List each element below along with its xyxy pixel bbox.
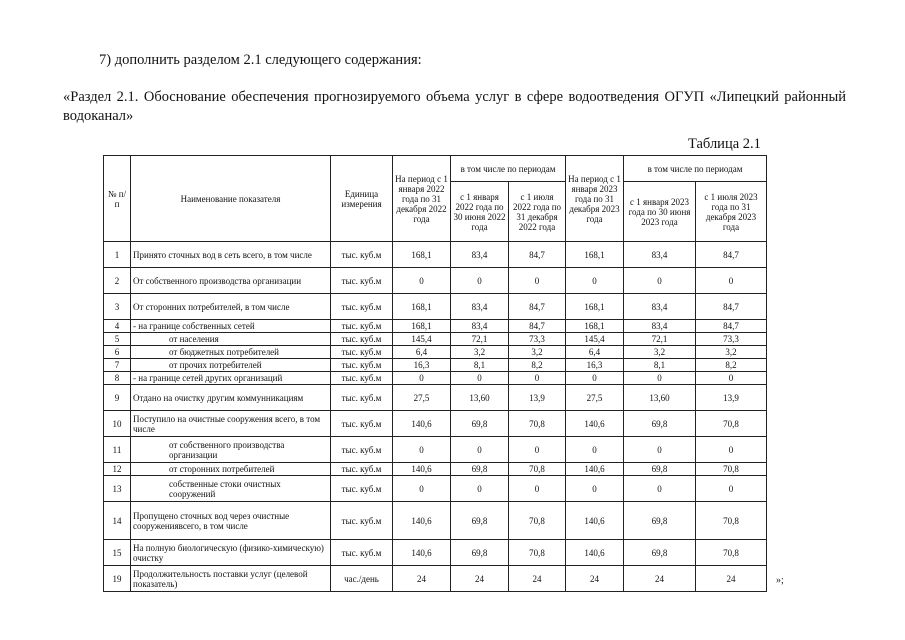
table-row <box>104 333 767 346</box>
row-value: 83,4 <box>624 294 696 320</box>
row-value: 70,8 <box>696 540 767 566</box>
row-value: 140,6 <box>393 502 451 540</box>
row-unit: тыс. куб.м <box>331 476 393 502</box>
row-value: 72,1 <box>451 333 509 346</box>
row-value: 84,7 <box>509 320 566 333</box>
row-name: Продолжительность поставки услуг (целевой показатель) <box>131 566 331 592</box>
row-num: 4 <box>104 320 131 333</box>
row-unit: тыс. куб.м <box>331 320 393 333</box>
row-value: 70,8 <box>509 540 566 566</box>
row-value: 16,3 <box>393 359 451 372</box>
table-caption: Таблица 2.1 <box>688 136 761 152</box>
row-value: 145,4 <box>393 333 451 346</box>
row-unit: тыс. куб.м <box>331 437 393 463</box>
row-unit: тыс. куб.м <box>331 540 393 566</box>
row-value: 69,8 <box>624 411 696 437</box>
row-value: 0 <box>566 437 624 463</box>
row-value: 168,1 <box>393 320 451 333</box>
row-value: 70,8 <box>509 411 566 437</box>
table-row <box>104 437 767 463</box>
row-name: собственные стоки очистных сооружений <box>131 476 331 502</box>
table-row <box>104 476 767 502</box>
row-num: 7 <box>104 359 131 372</box>
row-value: 8,1 <box>624 359 696 372</box>
closing-mark: »; <box>776 575 784 586</box>
row-unit: тыс. куб.м <box>331 359 393 372</box>
row-value: 13,9 <box>696 385 767 411</box>
row-value: 3,2 <box>624 346 696 359</box>
row-value: 0 <box>451 372 509 385</box>
row-value: 6,4 <box>393 346 451 359</box>
row-value: 13,60 <box>451 385 509 411</box>
row-num: 6 <box>104 346 131 359</box>
row-num: 3 <box>104 294 131 320</box>
table-row <box>104 346 767 359</box>
header-h2-2022: с 1 июля 2022 года по 31 декабря 2022 года <box>509 182 566 242</box>
row-num: 19 <box>104 566 131 592</box>
table-row <box>104 242 767 268</box>
row-value: 24 <box>566 566 624 592</box>
row-unit: тыс. куб.м <box>331 502 393 540</box>
header-period-2023: На период с 1 января 2023 года по 31 декабря 2023 года <box>566 156 624 242</box>
row-num: 14 <box>104 502 131 540</box>
row-name: Поступило на очистные сооружения всего, в том числе <box>131 411 331 437</box>
header-num: № п/п <box>104 156 131 242</box>
row-value: 70,8 <box>696 411 767 437</box>
row-value: 72,1 <box>624 333 696 346</box>
row-value: 0 <box>451 476 509 502</box>
row-value: 27,5 <box>393 385 451 411</box>
row-value: 70,8 <box>696 502 767 540</box>
table-row <box>104 385 767 411</box>
row-value: 0 <box>393 372 451 385</box>
row-value: 73,3 <box>509 333 566 346</box>
row-value: 140,6 <box>566 411 624 437</box>
table-row <box>104 502 767 540</box>
row-name: от бюджетных потребителей <box>131 346 331 359</box>
intro-line: 7) дополнить разделом 2.1 следующего содержания: <box>99 52 422 68</box>
row-name: Пропущено сточных вод через очистные сооружениявсего, в том числе <box>131 502 331 540</box>
table-row <box>104 294 767 320</box>
row-name: от собственного производства организации <box>131 437 331 463</box>
row-value: 0 <box>393 268 451 294</box>
row-value: 0 <box>509 476 566 502</box>
row-value: 145,4 <box>566 333 624 346</box>
row-num: 10 <box>104 411 131 437</box>
row-value: 0 <box>393 476 451 502</box>
row-unit: тыс. куб.м <box>331 294 393 320</box>
row-value: 0 <box>696 476 767 502</box>
row-name: от сторонних потребителей <box>131 463 331 476</box>
row-value: 3,2 <box>696 346 767 359</box>
table-row <box>104 540 767 566</box>
row-value: 13,9 <box>509 385 566 411</box>
row-value: 69,8 <box>624 540 696 566</box>
row-value: 83,4 <box>451 242 509 268</box>
row-name: - на границе сетей других организаций <box>131 372 331 385</box>
row-value: 0 <box>509 372 566 385</box>
row-num: 12 <box>104 463 131 476</box>
table-row <box>104 268 767 294</box>
row-unit: час./день <box>331 566 393 592</box>
indicators-table <box>103 155 767 592</box>
row-value: 83,4 <box>451 294 509 320</box>
row-value: 24 <box>509 566 566 592</box>
row-value: 0 <box>624 372 696 385</box>
row-value: 6,4 <box>566 346 624 359</box>
row-value: 69,8 <box>451 540 509 566</box>
row-name: от населения <box>131 333 331 346</box>
row-value: 69,8 <box>624 463 696 476</box>
row-unit: тыс. куб.м <box>331 411 393 437</box>
table-row <box>104 566 767 592</box>
row-value: 140,6 <box>393 540 451 566</box>
row-value: 0 <box>696 437 767 463</box>
row-value: 0 <box>393 437 451 463</box>
row-value: 16,3 <box>566 359 624 372</box>
header-period-2022: На период с 1 января 2022 года по 31 декабря 2022 года <box>393 156 451 242</box>
row-unit: тыс. куб.м <box>331 372 393 385</box>
row-value: 24 <box>451 566 509 592</box>
row-value: 0 <box>566 476 624 502</box>
row-value: 168,1 <box>566 242 624 268</box>
section-heading: «Раздел 2.1. Обоснование обеспечения прогнозируемого объема услуг в сфере водоотведения ОГУП «Липецкий районный водоканал» <box>63 89 846 124</box>
row-value: 0 <box>509 268 566 294</box>
row-value: 0 <box>624 476 696 502</box>
row-value: 168,1 <box>393 294 451 320</box>
row-value: 70,8 <box>509 463 566 476</box>
row-num: 8 <box>104 372 131 385</box>
header-h2-2023: с 1 июля 2023 года по 31 декабря 2023 года <box>696 182 767 242</box>
row-value: 69,8 <box>451 411 509 437</box>
row-num: 5 <box>104 333 131 346</box>
row-num: 9 <box>104 385 131 411</box>
row-name: От сторонних потребителей, в том числе <box>131 294 331 320</box>
row-value: 84,7 <box>509 294 566 320</box>
row-num: 1 <box>104 242 131 268</box>
row-unit: тыс. куб.м <box>331 333 393 346</box>
row-value: 0 <box>624 268 696 294</box>
row-value: 3,2 <box>451 346 509 359</box>
table-row <box>104 359 767 372</box>
row-value: 0 <box>566 372 624 385</box>
header-group-2023: в том числе по периодам <box>624 156 767 182</box>
row-value: 70,8 <box>696 463 767 476</box>
row-value: 27,5 <box>566 385 624 411</box>
row-value: 140,6 <box>566 502 624 540</box>
table-row <box>104 372 767 385</box>
row-value: 8,1 <box>451 359 509 372</box>
row-value: 83,4 <box>624 242 696 268</box>
row-value: 8,2 <box>696 359 767 372</box>
header-name: Наименование показателя <box>131 156 331 242</box>
row-value: 73,3 <box>696 333 767 346</box>
row-value: 8,2 <box>509 359 566 372</box>
row-value: 70,8 <box>509 502 566 540</box>
row-value: 140,6 <box>566 463 624 476</box>
row-value: 83,4 <box>451 320 509 333</box>
row-name: от прочих потребителей <box>131 359 331 372</box>
row-value: 0 <box>451 268 509 294</box>
row-value: 0 <box>696 268 767 294</box>
table-row <box>104 411 767 437</box>
table-row <box>104 463 767 476</box>
row-value: 168,1 <box>566 294 624 320</box>
row-value: 84,7 <box>696 294 767 320</box>
row-value: 24 <box>696 566 767 592</box>
header-group-2022: в том числе по периодам <box>451 156 566 182</box>
row-value: 168,1 <box>566 320 624 333</box>
row-value: 140,6 <box>393 411 451 437</box>
row-num: 15 <box>104 540 131 566</box>
row-num: 2 <box>104 268 131 294</box>
row-value: 69,8 <box>451 463 509 476</box>
row-num: 13 <box>104 476 131 502</box>
header-h1-2023: с 1 января 2023 года по 30 июня 2023 года <box>624 182 696 242</box>
row-unit: тыс. куб.м <box>331 385 393 411</box>
row-value: 168,1 <box>393 242 451 268</box>
row-value: 69,8 <box>451 502 509 540</box>
row-unit: тыс. куб.м <box>331 242 393 268</box>
row-value: 0 <box>624 437 696 463</box>
header-h1-2022: с 1 января 2022 года по 30 июня 2022 года <box>451 182 509 242</box>
table-row <box>104 320 767 333</box>
row-unit: тыс. куб.м <box>331 463 393 476</box>
row-value: 84,7 <box>509 242 566 268</box>
row-value: 0 <box>696 372 767 385</box>
row-name: - на границе собственных сетей <box>131 320 331 333</box>
row-value: 0 <box>451 437 509 463</box>
row-value: 140,6 <box>393 463 451 476</box>
row-name: От собственного производства организации <box>131 268 331 294</box>
row-value: 84,7 <box>696 320 767 333</box>
row-value: 83,4 <box>624 320 696 333</box>
row-num: 11 <box>104 437 131 463</box>
row-value: 13,60 <box>624 385 696 411</box>
row-value: 140,6 <box>566 540 624 566</box>
row-unit: тыс. куб.м <box>331 268 393 294</box>
row-value: 84,7 <box>696 242 767 268</box>
row-value: 69,8 <box>624 502 696 540</box>
row-value: 24 <box>624 566 696 592</box>
header-unit: Единица измерения <box>331 156 393 242</box>
row-value: 24 <box>393 566 451 592</box>
row-value: 3,2 <box>509 346 566 359</box>
row-name: Отдано на очистку другим коммунникациям <box>131 385 331 411</box>
row-name: Принято сточных вод в сеть всего, в том числе <box>131 242 331 268</box>
row-unit: тыс. куб.м <box>331 346 393 359</box>
row-name: На полную биологическую (физико-химическую) очистку <box>131 540 331 566</box>
row-value: 0 <box>509 437 566 463</box>
row-value: 0 <box>566 268 624 294</box>
